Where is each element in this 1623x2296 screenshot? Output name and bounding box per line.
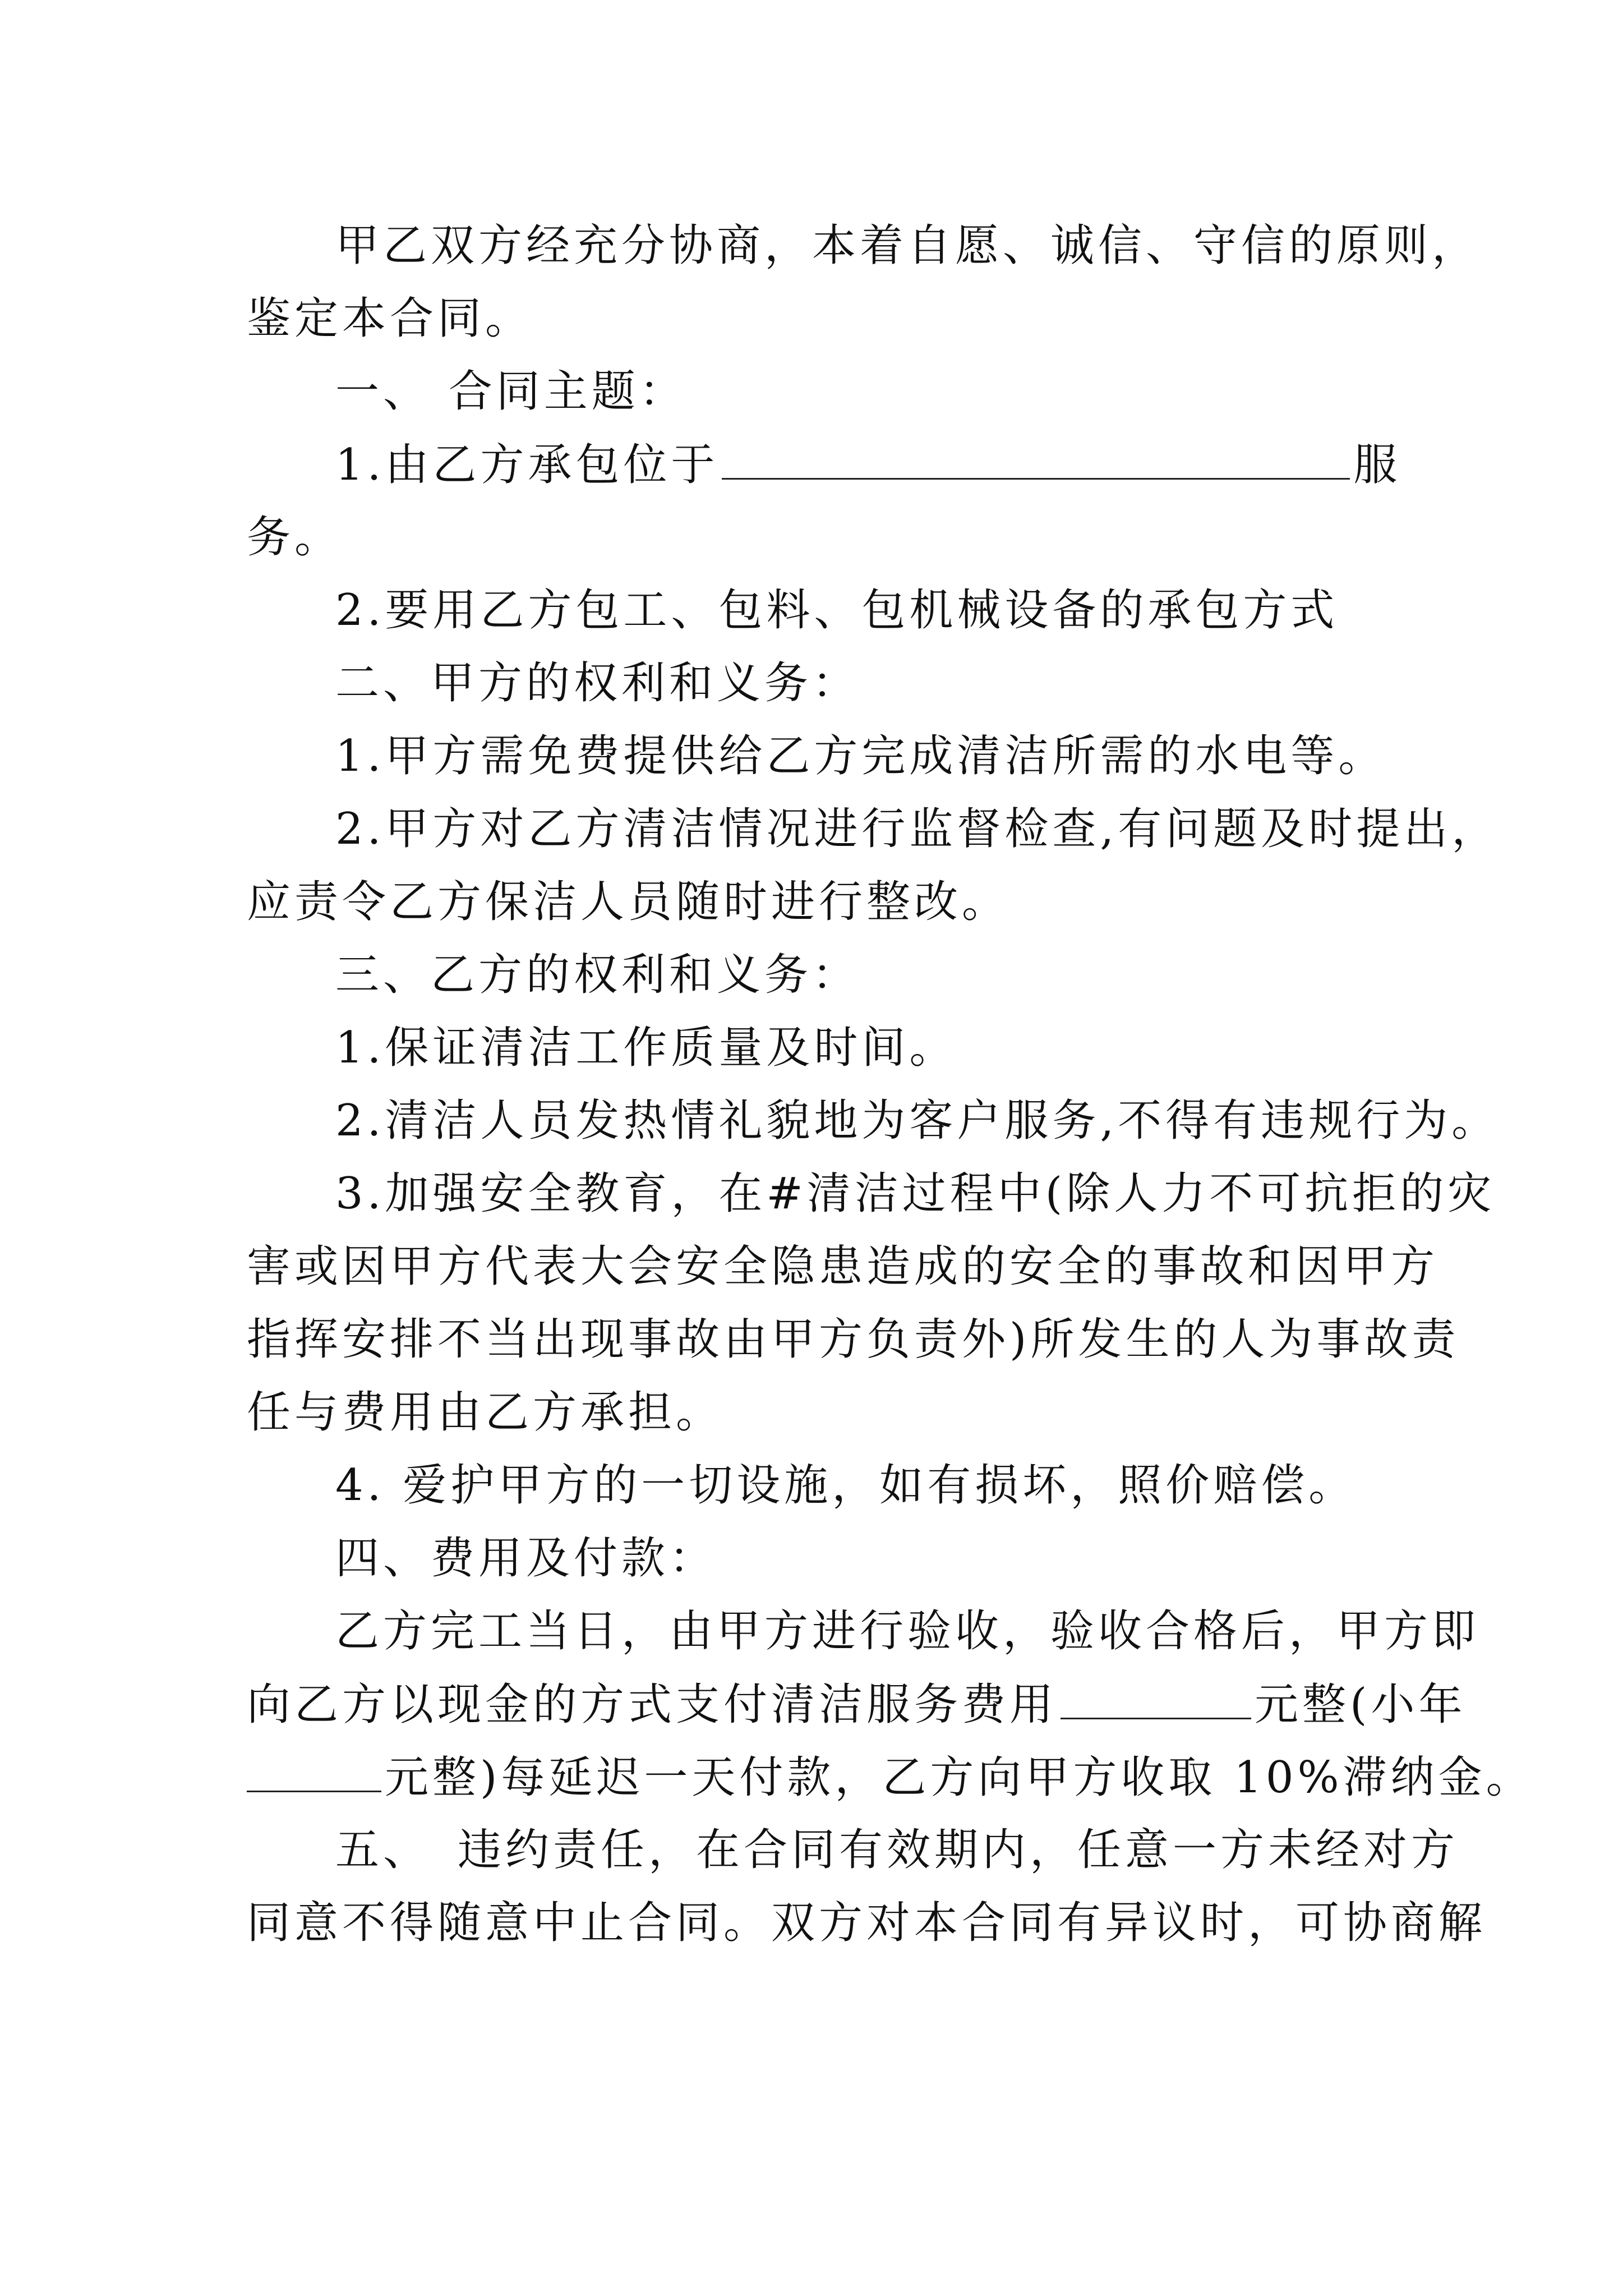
fee-amount-blank bbox=[1061, 1676, 1251, 1719]
heading-section-2: 二、甲方的权利和义务： bbox=[335, 658, 860, 708]
payment-line-3-suffix: 元整)每延迟一天付款，乙方向甲方收取 10%滞纳金。 bbox=[385, 1752, 1534, 1803]
item-1-1-continuation: 务。 bbox=[247, 512, 343, 563]
section-5-continuation: 同意不得随意中止合同。双方对本合同有异议时，可协商解 bbox=[247, 1898, 1487, 1948]
item-3-2: 2.清洁人员发热情礼貌地为客户服务,不得有违规行为。 bbox=[335, 1096, 1500, 1146]
item-1-2: 2.要用乙方包工、包料、包机械设备的承包方式 bbox=[335, 585, 1339, 636]
section-5-text: 违约责任，在合同有效期内，任意一方未经对方 bbox=[458, 1825, 1459, 1875]
item-3-1: 1.保证清洁工作质量及时间。 bbox=[335, 1023, 957, 1073]
item-3-3-line-3: 指挥安排不当出现事故由甲方负责外)所发生的人为事故责 bbox=[247, 1314, 1460, 1365]
heading-section-4: 四、费用及付款： bbox=[335, 1533, 717, 1584]
payment-line-3 bbox=[247, 1749, 1534, 1805]
paragraph-intro-line-1: 甲乙双方经充分协商，本着自愿、诚信、守信的原则， bbox=[335, 220, 1480, 271]
item-1-1 bbox=[335, 436, 1436, 493]
location-blank bbox=[722, 436, 1350, 480]
item-1-1-prefix: 1.由乙方承包位于 bbox=[335, 440, 719, 490]
payment-line-1: 乙方完工当日，由甲方进行验收，验收合格后，甲方即 bbox=[335, 1606, 1480, 1657]
item-3-4: 4. 爱护甲方的一切设施，如有损坏，照价赔偿。 bbox=[335, 1460, 1357, 1511]
item-3-3-line-2: 害或因甲方代表大会安全隐患造成的安全的事故和因甲方 bbox=[247, 1241, 1439, 1292]
section-5-label: 五、 bbox=[335, 1825, 431, 1875]
item-3-3-line-4: 任与费用由乙方承担。 bbox=[247, 1387, 724, 1438]
paragraph-intro-line-2: 鉴定本合同。 bbox=[247, 293, 533, 344]
item-2-2-line-1: 2.甲方对乙方清洁情况进行监督检查,有问题及时提出， bbox=[335, 804, 1500, 854]
heading-section-1: 一、 合同主题： bbox=[335, 366, 687, 417]
payment-line-2-prefix: 向乙方以现金的方式支付清洁服务费用 bbox=[247, 1680, 1058, 1730]
item-3-3-line-1: 3.加强安全教育，在#清洁过程中(除人力不可抗拒的灾 bbox=[335, 1168, 1496, 1219]
payment-line-2-suffix: 元整(小年 bbox=[1255, 1680, 1467, 1730]
item-2-1: 1.甲方需免费提供给乙方完成清洁所需的水电等。 bbox=[335, 731, 1386, 781]
heading-section-3: 三、乙方的权利和义务： bbox=[335, 950, 860, 1000]
item-2-2-line-2: 应责令乙方保洁人员随时进行整改。 bbox=[247, 877, 1010, 927]
payment-line-2 bbox=[247, 1676, 1467, 1732]
item-1-1-suffix: 服 bbox=[1353, 440, 1401, 490]
fee-amount-small-blank bbox=[247, 1749, 381, 1792]
heading-section-5 bbox=[335, 1822, 1459, 1878]
